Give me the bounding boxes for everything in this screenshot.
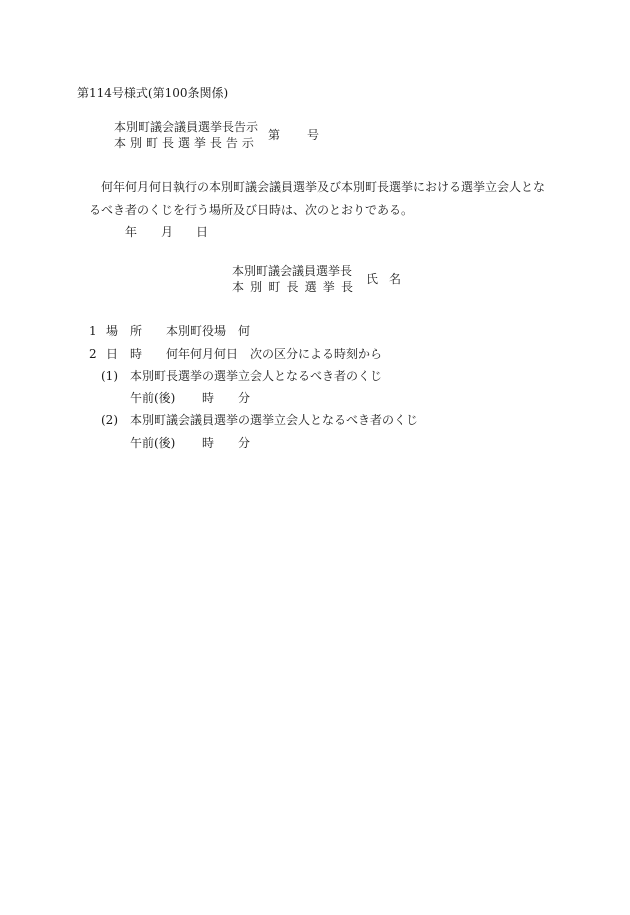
item-2-label-2: 時: [130, 347, 143, 361]
notice-issuer-mayor-char: 告: [225, 136, 238, 150]
signature-mayor-chief-char: 選: [304, 280, 317, 294]
sub-item-2-number: (2): [101, 413, 118, 427]
notice-issuer-mayor-char: 町: [145, 136, 158, 150]
notice-issuer-mayor-char: 選: [177, 136, 190, 150]
body-line-2: るべき者のくじを行う場所及び日時は、次のとおりである。: [89, 203, 414, 217]
notice-issuer-mayor: [114, 137, 254, 149]
notice-issuer-mayor-char: 挙: [193, 136, 206, 150]
signature-mayor-chief-char: 長: [340, 280, 353, 294]
item-1-label-2: 所: [130, 324, 143, 338]
item-2-value: 何年何月何日 次の区分による時刻から: [166, 347, 383, 361]
notice-dai: 第: [268, 128, 281, 142]
notice-issuer-mayor-char: 示: [241, 136, 254, 150]
form-number: 第114号様式(第100条関係): [77, 86, 229, 100]
sub-item-1-ji: 時: [202, 391, 215, 405]
notice-go: 号: [307, 128, 320, 142]
item-2-number: 2: [89, 347, 97, 361]
signature-mayor-chief-char: 別: [250, 280, 263, 294]
item-1-label-1: 場: [106, 324, 119, 338]
sub-item-1-fun: 分: [238, 391, 251, 405]
notice-issuer-mayor-char: 本: [114, 136, 127, 150]
sub-item-1-gozen: 午前(後): [130, 391, 176, 405]
sub-item-2-gozen: 午前(後): [130, 436, 176, 450]
signature-mayor-chief-char: 挙: [322, 280, 335, 294]
sub-item-2-text: 本別町議会議員選挙の選挙立会人となるべき者のくじ: [130, 413, 419, 427]
sub-item-1-text: 本別町長選挙の選挙立会人となるべき者のくじ: [130, 369, 383, 383]
date-month: 月: [161, 225, 174, 239]
notice-issuer-council: 本別町議会議員選挙長告示: [114, 120, 259, 134]
signature-name-1: 氏: [366, 272, 379, 286]
signature-name-2: 名: [389, 272, 402, 286]
sub-item-1-number: (1): [101, 369, 118, 383]
notice-issuer-mayor-char: 長: [209, 136, 222, 150]
signature-mayor-chief-char: 本: [232, 280, 245, 294]
date-year: 年: [125, 225, 138, 239]
signature-mayor-chief-char: 長: [286, 280, 299, 294]
notice-issuer-mayor-char: 長: [161, 136, 174, 150]
notice-issuer-mayor-char: 別: [129, 136, 142, 150]
signature-mayor-chief-char: 町: [268, 280, 281, 294]
sub-item-2-fun: 分: [238, 436, 251, 450]
item-1-value: 本別町役場 何: [166, 324, 251, 338]
body-line-1: 何年何月何日執行の本別町議会議員選挙及び本別町長選挙における選挙立会人とな: [101, 180, 546, 194]
date-day: 日: [196, 225, 209, 239]
item-1-number: 1: [89, 324, 97, 338]
sub-item-2-ji: 時: [202, 436, 215, 450]
signature-council-chief: 本別町議会議員選挙長: [232, 264, 353, 278]
signature-mayor-chief: [232, 281, 353, 293]
item-2-label-1: 日: [106, 347, 119, 361]
